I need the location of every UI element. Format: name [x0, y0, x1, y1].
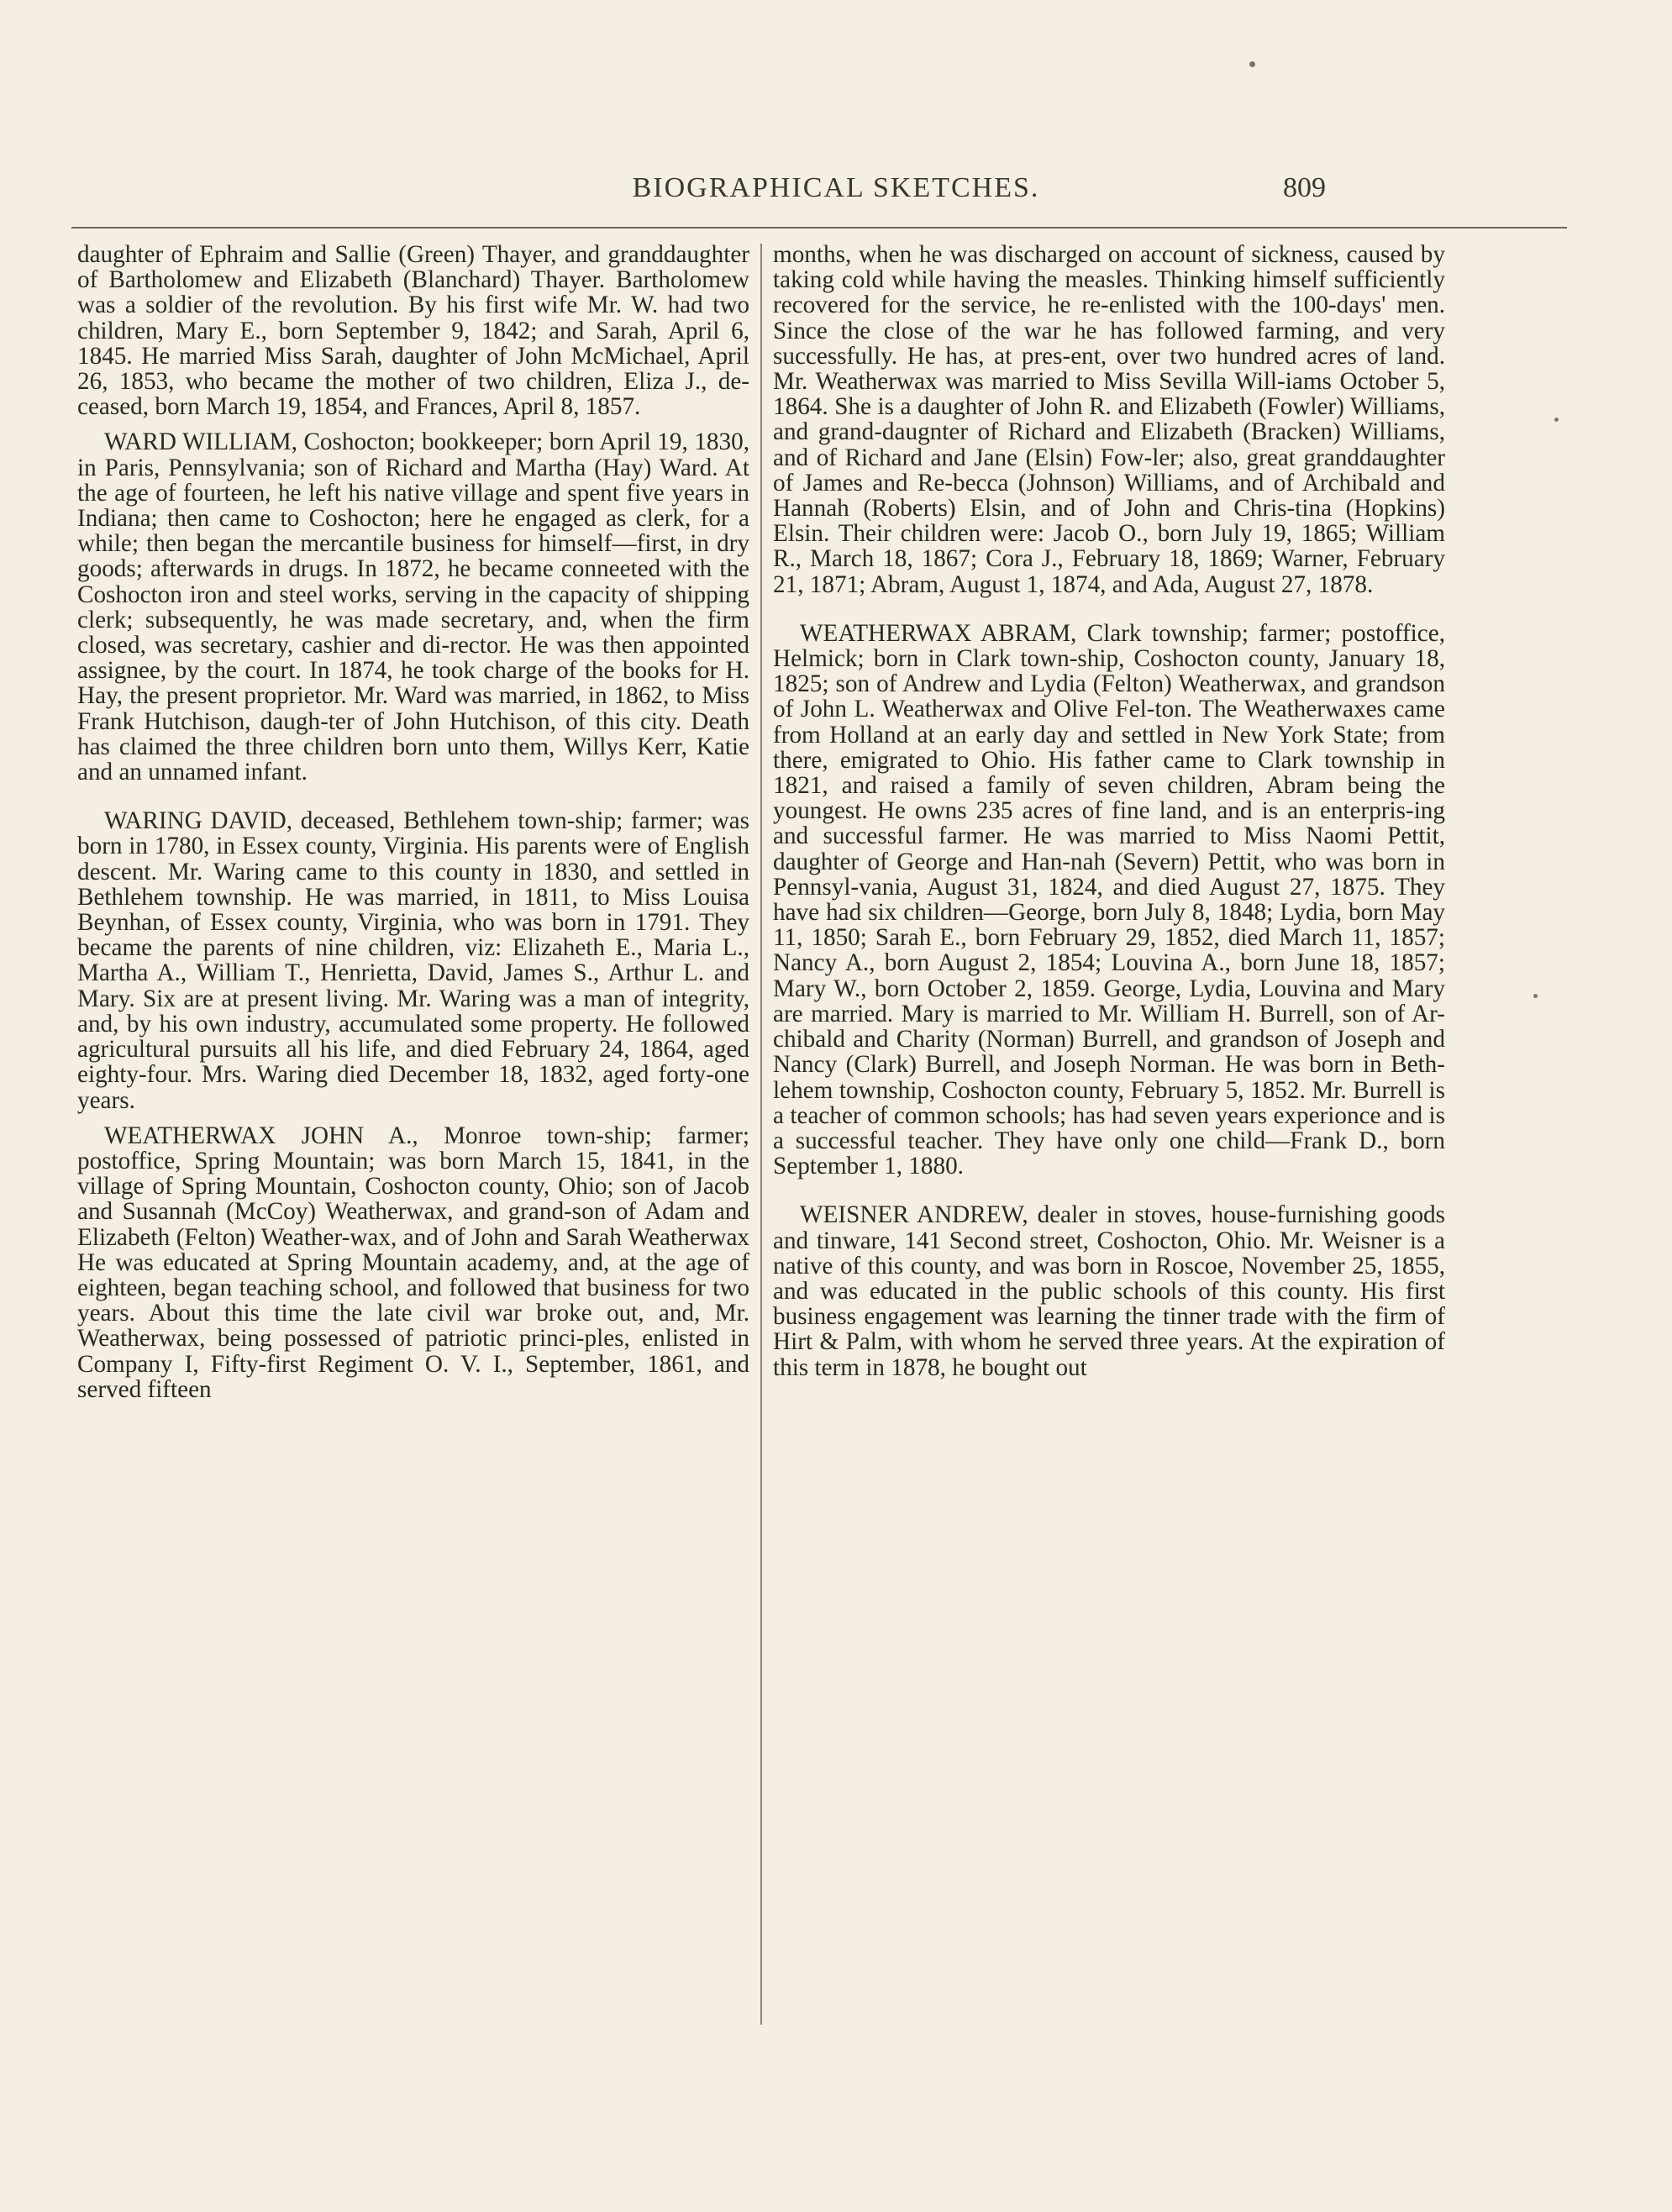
header-rule — [71, 227, 1567, 229]
running-head: BIOGRAPHICAL SKETCHES. — [632, 172, 1040, 203]
weisner-andrew-entry: WEISNER ANDREW, dealer in stoves, house-furnishing goods and tinware, 141 Second street, Coshocton, Ohio. Mr. Weisner is a native of this county, and was born in Roscoe, November 25, 1855, and was educated in the public schools of this county. His first business engagement was learning the tinner trade with the firm of Hirt & Palm, with whom he served three years. At the expiration of this term in 1878, he bought out — [773, 1201, 1445, 1381]
paper-speck — [1533, 994, 1538, 998]
weatherwax-abram-entry: WEATHERWAX ABRAM, Clark township; farmer; postoffice, Helmick; born in Clark town-ship, Coshocton county, January 18, 1825; son of Andrew and Lydia (Felton) Weatherwax, and grandson of John L. Weatherwax and Olive Fel-ton. The Weatherwaxes came from Holland at an early day and settled in New York State; from there, emigrated to Ohio. His father came to Clark township in 1821, and raised a family of seven children, Abram being the youngest. He owns 235 acres of fine land, and is an enterpris-ing and successful farmer. He was married to Miss Naomi Pettit, daughter of George and Han-nah (Severn) Pettit, who was born in Pennsyl-vania, August 31, 1824, and died August 27, 1875. They have had six children—George, born July 8, 1848; Lydia, born May 11, 1850; Sarah E., born February 29, 1852, died March 11, 1857; Nancy A., born August 2, 1854; Louvina A., born June 18, 1857; Mary W., born October 2, 1859. George, Lydia, Louvina and Mary are married. Mary is married to Mr. William H. Burrell, son of Ar-chibald and Charity (Norman) Burrell, and grandson of Joseph and Nancy (Clark) Burrell, and Joseph Norman. He was born in Beth-lehem township, Coshocton county, February 5, 1852. Mr. Burrell is a teacher of common schools; has had seven years experionce and is a successful teacher. They have only one child—Frank D., born September 1, 1880. — [773, 619, 1445, 1180]
right-column — [773, 242, 1445, 1380]
page-number: 809 — [1283, 172, 1326, 203]
weatherwax-john-entry: WEATHERWAX JOHN A., Monroe town-ship; farmer; postoffice, Spring Mountain; was born March 15, 1841, in the village of Spring Mountain, Coshocton county, Ohio; son of Jacob and Susannah (McCoy) Weatherwax, and grand-son of Adam and Elizabeth (Felton) Weather-wax, and of John and Sarah Weatherwax He was educated at Spring Mountain academy, and, at the age of eighteen, began teaching school, and followed that business for two years. About this time the late civil war broke out, and, Mr. Weatherwax, being possessed of patriotic princi-ples, enlisted in Company I, Fifty-first Regiment O. V. I., September, 1861, and served fifteen — [77, 1122, 749, 1403]
page-header — [0, 172, 1672, 214]
thayer-entry-continuation: daughter of Ephraim and Sallie (Green) Thayer, and granddaughter of Bartholomew and Elizabeth (Blanchard) Thayer. Bartholomew was a soldier of the revolution. By his first wife Mr. W. had two children, Mary E., born September 9, 1842; and Sarah, April 6, 1845. He married Miss Sarah, daughter of John McMichael, April 26, 1853, who became the mother of two children, Eliza J., de-ceased, born March 19, 1854, and Frances, April 8, 1857. — [77, 241, 749, 421]
weatherwax-john-continuation: months, when he was discharged on account of sickness, caused by taking cold while having the measles. Thinking himself sufficiently recovered for the service, he re-enlisted with the 100-days' men. Since the close of the war he has followed farming, and very successfully. He has, at pres-ent, over two hundred acres of land. Mr. Weatherwax was married to Miss Sevilla Will-iams October 5, 1864. She is a daughter of John R. and Elizabeth (Fowler) Williams, and grand-daugnter of Richard and Elizabeth (Bracken) Williams, and of Richard and Jane (Elsin) Fow-ler; also, great granddaughter of James and Re-becca (Johnson) Williams, and of Archibald and Hannah (Roberts) Elsin, and of John and Chris-tina (Hopkins) Elsin. Their children were: Jacob O., born July 19, 1865; William R., March 18, 1867; Cora J., February 18, 1869; Warner, February 21, 1871; Abram, August 1, 1874, and Ada, August 27, 1878. — [773, 241, 1445, 598]
ward-william-entry: WARD WILLIAM, Coshocton; bookkeeper; born April 19, 1830, in Paris, Pennsylvania; son of Richard and Martha (Hay) Ward. At the age of fourteen, he left his native village and spent five years in Indiana; then came to Coshocton; here he engaged as clerk, for a while; then began the mercantile business for himself—first, in dry goods; afterwards in drugs. In 1872, he became conneeted with the Coshocton iron and steel works, serving in the capacity of shipping clerk; subsequently, he was made secretary, and, when the firm closed, was secretary, cashier and di-rector. He was then appointed assignee, by the court. In 1874, he took charge of the books for H. Hay, the present proprietor. Mr. Ward was married, in 1862, to Miss Frank Hutchison, daugh-ter of John Hutchison, of this city. Death has claimed the three children born unto them, Willys Kerr, Katie and an unnamed infant. — [77, 428, 749, 786]
column-divider — [760, 244, 762, 2025]
paper-speck — [1554, 418, 1559, 422]
paper-speck — [1249, 61, 1255, 67]
waring-david-entry: WARING DAVID, deceased, Bethlehem town-ship; farmer; was born in 1780, in Essex county, Virginia. His parents were of English descent. Mr. Waring came to this county in 1830, and settled in Bethlehem township. He was married, in 1811, to Miss Louisa Beynhan, of Essex county, Virginia, who was born in 1791. They became the parents of nine children, viz: Elizaheth E., Maria L., Martha A., William T., Henrietta, David, James S., Arthur L. and Mary. Six are at present living. Mr. Waring was a man of integrity, and, by his own industry, accumulated some property. He followed agricultural pursuits all his life, and died February 24, 1864, aged eighty-four. Mrs. Waring died December 18, 1832, aged forty-one years. — [77, 807, 749, 1114]
left-column — [77, 242, 749, 1402]
